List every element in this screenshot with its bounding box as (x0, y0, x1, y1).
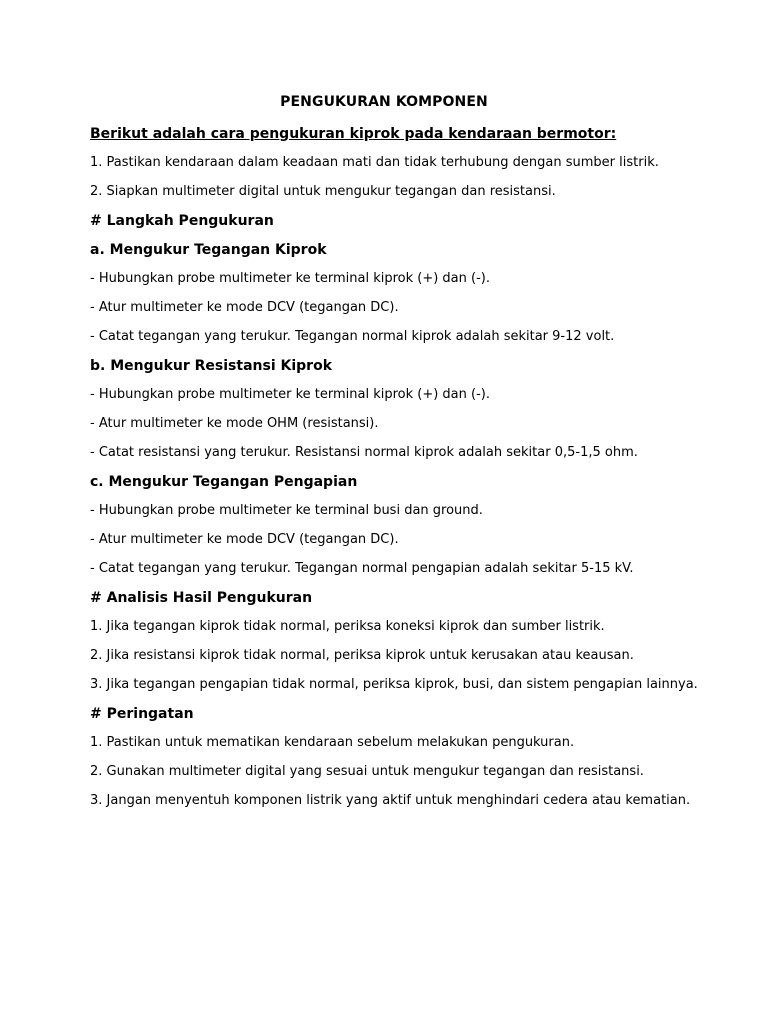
list-item: 2. Gunakan multimeter digital yang sesuai untuk mengukur tegangan dan resistansi. (90, 764, 644, 779)
prep-step: 2. Siapkan multimeter digital untuk mengukur tegangan dan resistansi. (90, 184, 556, 199)
list-item: - Atur multimeter ke mode OHM (resistansi). (90, 416, 379, 431)
section-heading-langkah: # Langkah Pengukuran (90, 213, 274, 229)
list-item: - Catat tegangan yang terukur. Tegangan normal pengapian adalah sekitar 5-15 kV. (90, 561, 634, 576)
list-item: 3. Jangan menyentuh komponen listrik yang aktif untuk menghindari cedera atau kematian. (90, 793, 691, 808)
list-item: - Catat resistansi yang terukur. Resistansi normal kiprok adalah sekitar 0,5-1,5 ohm. (90, 445, 638, 460)
list-item: 3. Jika tegangan pengapian tidak normal, periksa kiprok, busi, dan sistem pengapian lainnya. (90, 677, 698, 692)
list-item: - Hubungkan probe multimeter ke terminal kiprok (+) dan (-). (90, 387, 490, 402)
document-body (90, 124, 750, 820)
list-item: - Catat tegangan yang terukur. Tegangan normal kiprok adalah sekitar 9-12 volt. (90, 329, 615, 344)
list-item: 1. Jika tegangan kiprok tidak normal, periksa koneksi kiprok dan sumber listrik. (90, 619, 605, 634)
document-title: PENGUKURAN KOMPONEN (280, 94, 488, 110)
subsection-heading-c: c. Mengukur Tegangan Pengapian (90, 474, 358, 490)
list-item: 1. Pastikan untuk mematikan kendaraan sebelum melakukan pengukuran. (90, 735, 575, 750)
intro-text: Berikut adalah cara pengukuran kiprok pada kendaraan bermotor: (90, 126, 617, 142)
subsection-heading-a: a. Mengukur Tegangan Kiprok (90, 242, 327, 258)
list-item: - Atur multimeter ke mode DCV (tegangan DC). (90, 300, 399, 315)
list-item: - Hubungkan probe multimeter ke terminal busi dan ground. (90, 503, 483, 518)
subsection-heading-b: b. Mengukur Resistansi Kiprok (90, 358, 333, 374)
prep-step: 1. Pastikan kendaraan dalam keadaan mati dan tidak terhubung dengan sumber listrik. (90, 155, 659, 170)
list-item: - Hubungkan probe multimeter ke terminal kiprok (+) dan (-). (90, 271, 490, 286)
section-heading-analisis: # Analisis Hasil Pengukuran (90, 590, 313, 606)
list-item: - Atur multimeter ke mode DCV (tegangan DC). (90, 532, 399, 547)
list-item: 2. Jika resistansi kiprok tidak normal, periksa kiprok untuk kerusakan atau keausan. (90, 648, 634, 663)
section-heading-peringatan: # Peringatan (90, 706, 194, 722)
